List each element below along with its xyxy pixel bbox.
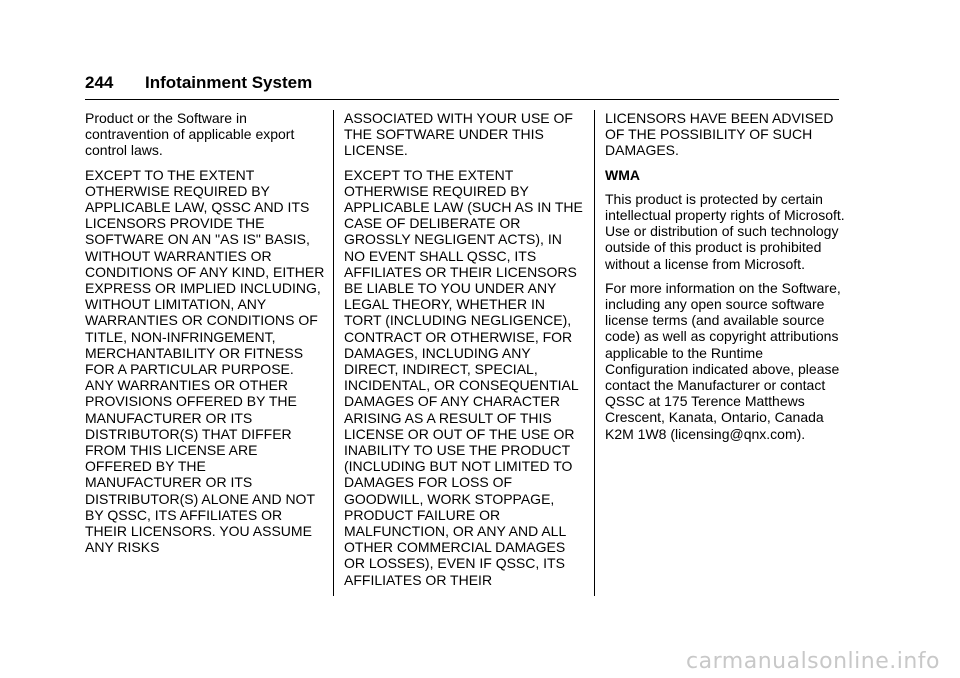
text-column-1 [85, 110, 325, 563]
watermark: carmanualsonline.info [686, 649, 940, 674]
paragraph: For more information on the Software, including any open source software license terms (and available source code) as well as copyright attributions applicable to the Runtime Configuration indicated above, please contact the Manufacturer or contact QSSC at 175 Terence Matthews Crescent, Kanata, Ontario, Canada K2M 1W8 (licensing@qnx.com). [605, 279, 841, 442]
paragraph: EXCEPT TO THE EXTENT OTHERWISE REQUIRED BY APPLICABLE LAW (SUCH AS IN THE CASE OF DELIBERATE OR GROSSLY NEGLIGENT ACTS), IN NO EVENT SHALL QSSC, ITS AFFILIATES OR THEIR LICENSORS BE LIABLE TO YOU UNDER ANY LEGAL THEORY, WHETHER IN TORT (INCLUDING NEGLIGENCE), CONTRACT OR OTHERWISE, FOR DAMAGES, INCLUDING ANY DIRECT, INDIRECT, SPECIAL, INCIDENTAL, OR CONSEQUENTIAL DAMAGES OF ANY CHARACTER ARISING AS A RESULT OF THIS LICENSE OR OUT OF THE USE OR INABILITY TO USE THE PRODUCT (INCLUDING BUT NOT LIMITED TO DAMAGES FOR LOSS OF GOODWILL, WORK STOPPAGE, PRODUCT FAILURE OR MALFUNCTION, OR ANY AND ALL OTHER COMMERCIAL DAMAGES OR LOSSES), EVEN IF QSSC, ITS AFFILIATES OR THEIR [344, 166, 583, 588]
paragraph: LICENSORS HAVE BEEN ADVISED OF THE POSSIBILITY OF SUCH DAMAGES. [605, 110, 834, 159]
paragraph: ASSOCIATED WITH YOUR USE OF THE SOFTWARE UNDER THIS LICENSE. [344, 110, 573, 159]
page-header [85, 71, 839, 100]
paragraph: This product is protected by certain intellectual property rights of Microsoft. Use or distribution of such technology outside of this product is prohibited without a license from Microsoft. [605, 190, 845, 272]
text-column-2 [344, 110, 584, 596]
page-number: 244 [85, 73, 114, 92]
paragraph: Product or the Software in contravention of applicable export control laws. [85, 110, 295, 159]
paragraph: EXCEPT TO THE EXTENT OTHERWISE REQUIRED BY APPLICABLE LAW, QSSC AND ITS LICENSORS PROVIDE THE SOFTWARE ON AN "AS IS" BASIS, WITHOUT WARRANTIES OR CONDITIONS OF ANY KIND, EITHER EXPRESS OR IMPLIED INCLUDING, WITHOUT LIMITATION, ANY WARRANTIES OR CONDITIONS OF TITLE, NON-INFRINGEMENT, MERCHANTABILITY OR FITNESS FOR A PARTICULAR PURPOSE. ANY WARRANTIES OR OTHER PROVISIONS OFFERED BY THE MANUFACTURER OR ITS DISTRIBUTOR(S) THAT DIFFER FROM THIS LICENSE ARE OFFERED BY THE MANUFACTURER OR ITS DISTRIBUTOR(S) ALONE AND NOT BY QSSC, ITS AFFILIATES OR THEIR LICENSORS. YOU ASSUME ANY RISKS [85, 166, 325, 556]
text-column-3 [605, 110, 845, 450]
wma-heading: WMA [605, 166, 640, 183]
column-divider [333, 110, 334, 596]
column-divider [594, 110, 595, 596]
section-title: Infotainment System [145, 73, 313, 92]
